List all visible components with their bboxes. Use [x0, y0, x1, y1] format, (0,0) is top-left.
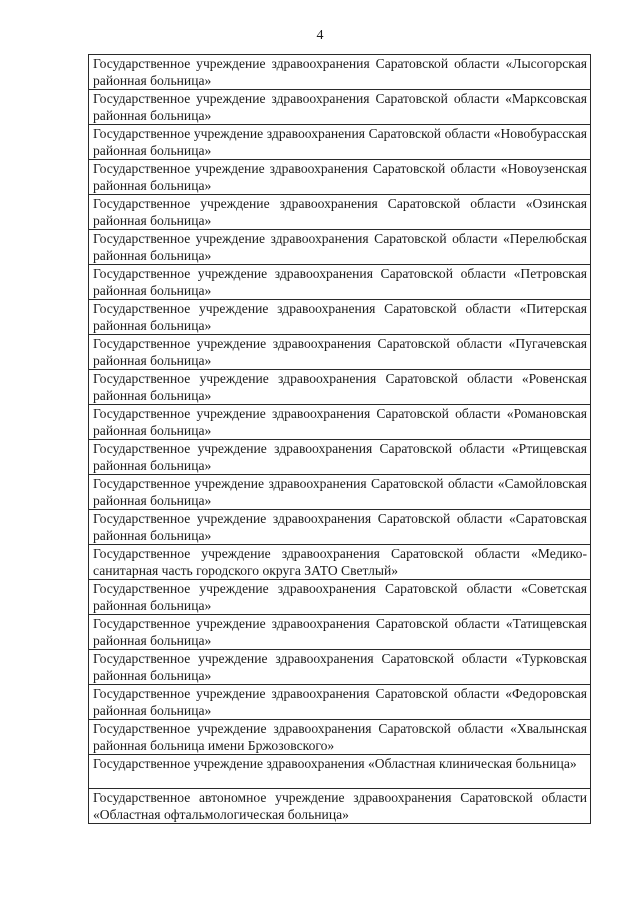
institution-cell [89, 650, 591, 685]
table-row [89, 160, 591, 195]
institution-cell [89, 300, 591, 335]
page-number: 4 [316, 28, 324, 43]
table-row [89, 615, 591, 650]
institution-cell [89, 405, 591, 440]
institution-cell [89, 580, 591, 615]
table-row [89, 265, 591, 300]
institution-cell [89, 720, 591, 755]
institution-name: Государственное учреждение здравоохранения Саратовской области «Саратовская районная больница» [93, 511, 587, 543]
table-row [89, 545, 591, 580]
institutions-table [88, 54, 591, 824]
table-row [89, 90, 591, 125]
table-row [89, 650, 591, 685]
institution-name: Государственное учреждение здравоохранения «Областная клиническая больница» [93, 756, 577, 771]
table-row [89, 55, 591, 90]
institution-name: Государственное учреждение здравоохранения Саратовской области «Перелюбская районная больница» [93, 231, 587, 263]
institution-cell [89, 475, 591, 510]
table-row [89, 475, 591, 510]
institution-name: Государственное автономное учреждение здравоохранения Саратовской области «Областная офтальмологическая больница» [93, 790, 587, 822]
institution-cell [89, 789, 591, 824]
institution-name: Государственное учреждение здравоохранения Саратовской области «Марксовская районная больница» [93, 91, 587, 123]
institution-cell [89, 195, 591, 230]
institution-name: Государственное учреждение здравоохранения Саратовской области «Петровская районная больница» [93, 266, 587, 298]
institution-name: Государственное учреждение здравоохранения Саратовской области «Ровенская районная больница» [93, 371, 587, 403]
table-row [89, 720, 591, 755]
institution-cell [89, 615, 591, 650]
institution-cell [89, 440, 591, 475]
institution-name: Государственное учреждение здравоохранения Саратовской области «Романовская районная больница» [93, 406, 587, 438]
table-row [89, 580, 591, 615]
table-row [89, 195, 591, 230]
table-row [89, 789, 591, 824]
institution-name: Государственное учреждение здравоохранения Саратовской области «Турковская районная больница» [93, 651, 587, 683]
institution-cell [89, 55, 591, 90]
table-row [89, 440, 591, 475]
table-row [89, 230, 591, 265]
institution-cell [89, 755, 591, 789]
institution-name: Государственное учреждение здравоохранения Саратовской области «Федоровская районная больница» [93, 686, 587, 718]
institution-cell [89, 370, 591, 405]
institution-name: Государственное учреждение здравоохранения Саратовской области «Хвалынская районная больница имени Бржозовского» [93, 721, 587, 753]
institution-cell [89, 335, 591, 370]
institution-name: Государственное учреждение здравоохранения Саратовской области «Медико-санитарная часть городского округа ЗАТО Светлый» [93, 546, 587, 578]
institution-cell [89, 685, 591, 720]
institutions-table-body [89, 55, 591, 824]
institution-name: Государственное учреждение здравоохранения Саратовской области «Самойловская районная больница» [93, 476, 587, 508]
table-row [89, 510, 591, 545]
institution-name: Государственное учреждение здравоохранения Саратовской области «Ртищевская районная больница» [93, 441, 587, 473]
institution-name: Государственное учреждение здравоохранения Саратовской области «Новоузенская районная больница» [93, 161, 587, 193]
institution-name: Государственное учреждение здравоохранения Саратовской области «Новобурасская районная больница» [93, 126, 587, 158]
table-row [89, 335, 591, 370]
table-row [89, 370, 591, 405]
institution-name: Государственное учреждение здравоохранения Саратовской области «Озинская районная больница» [93, 196, 587, 228]
institution-cell [89, 160, 591, 195]
table-row [89, 125, 591, 160]
institution-cell [89, 230, 591, 265]
institution-cell [89, 510, 591, 545]
institution-name: Государственное учреждение здравоохранения Саратовской области «Лысогорская районная больница» [93, 56, 587, 88]
table-row [89, 300, 591, 335]
table-row [89, 405, 591, 440]
institution-cell [89, 125, 591, 160]
institution-cell [89, 545, 591, 580]
institution-name: Государственное учреждение здравоохранения Саратовской области «Питерская районная больница» [93, 301, 587, 333]
institution-name: Государственное учреждение здравоохранения Саратовской области «Советская районная больница» [93, 581, 587, 613]
institution-name: Государственное учреждение здравоохранения Саратовской области «Татищевская районная больница» [93, 616, 587, 648]
institution-cell [89, 265, 591, 300]
table-row [89, 755, 591, 789]
table-row [89, 685, 591, 720]
institution-cell [89, 90, 591, 125]
institution-name: Государственное учреждение здравоохранения Саратовской области «Пугачевская районная больница» [93, 336, 587, 368]
